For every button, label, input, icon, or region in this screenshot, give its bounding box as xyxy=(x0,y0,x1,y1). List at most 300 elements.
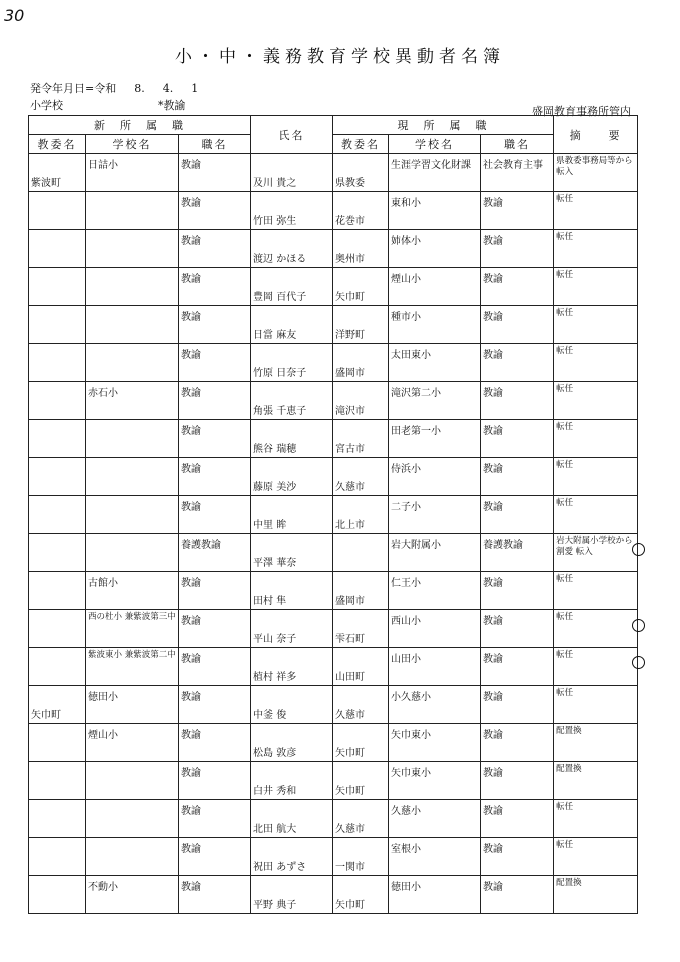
new-school-cell xyxy=(86,800,179,838)
remarks-cell xyxy=(554,648,638,686)
new-school-cell xyxy=(86,838,179,876)
header-new-position: 職名 xyxy=(179,135,251,154)
current-school-cell xyxy=(389,458,481,496)
new-board-cell xyxy=(29,800,86,838)
current-position-cell xyxy=(481,306,554,344)
remarks-cell-text: 転任 xyxy=(556,498,574,508)
new-position-cell xyxy=(179,762,251,800)
table-row xyxy=(29,420,638,458)
current-position-cell-text: 教諭 xyxy=(483,388,504,399)
current-position-cell xyxy=(481,192,554,230)
current-position-cell-text: 教諭 xyxy=(483,692,504,703)
current-school-cell-text: 生涯学習文化財課 xyxy=(391,160,472,171)
current-board-cell-text: 山田町 xyxy=(335,672,366,683)
name-cell-text: 平山 奈子 xyxy=(253,634,297,645)
new-school-cell-text: 西の杜小 兼紫波第三中 xyxy=(88,612,176,622)
remarks-cell-text: 転任 xyxy=(556,270,574,280)
current-school-cell xyxy=(389,724,481,762)
new-school-cell xyxy=(86,382,179,420)
current-school-cell-text: 侍浜小 xyxy=(391,464,422,475)
remarks-cell-text: 転任 xyxy=(556,840,574,850)
name-cell xyxy=(251,838,333,876)
current-position-cell xyxy=(481,762,554,800)
current-school-cell-text: 徳田小 xyxy=(391,882,422,893)
new-position-cell xyxy=(179,876,251,914)
remarks-cell-text: 配置換 xyxy=(556,764,582,774)
name-cell xyxy=(251,192,333,230)
current-position-cell-text: 教諭 xyxy=(483,502,504,513)
current-board-cell-text: 北上市 xyxy=(335,520,366,531)
current-school-cell-text: 二子小 xyxy=(391,502,422,513)
current-board-cell xyxy=(333,306,389,344)
header-new-board: 教委名 xyxy=(29,135,86,154)
current-board-cell-text: 県教委 xyxy=(335,178,366,189)
name-cell xyxy=(251,306,333,344)
region-label: 盛岡教育事務所管内 xyxy=(532,105,631,118)
new-board-cell xyxy=(29,534,86,572)
remarks-cell xyxy=(554,534,638,572)
current-board-cell xyxy=(333,154,389,192)
remarks-cell xyxy=(554,154,638,192)
current-position-cell-text: 教諭 xyxy=(483,350,504,361)
remarks-cell xyxy=(554,382,638,420)
current-position-cell xyxy=(481,838,554,876)
issue-date-year: 8. xyxy=(134,82,145,95)
name-cell-text: 及川 貴之 xyxy=(253,178,297,189)
new-position-cell xyxy=(179,648,251,686)
new-board-cell xyxy=(29,572,86,610)
name-cell xyxy=(251,458,333,496)
new-board-cell xyxy=(29,268,86,306)
new-position-cell-text: 教諭 xyxy=(181,312,201,323)
current-position-cell-text: 教諭 xyxy=(483,616,504,627)
current-position-cell xyxy=(481,724,554,762)
current-school-cell xyxy=(389,306,481,344)
new-school-cell xyxy=(86,686,179,724)
name-cell xyxy=(251,648,333,686)
current-position-cell-text: 教諭 xyxy=(483,768,504,779)
circle-mark xyxy=(632,619,645,632)
new-position-cell-text: 教諭 xyxy=(181,388,201,399)
current-board-cell-text: 盛岡市 xyxy=(335,596,366,607)
new-school-cell xyxy=(86,230,179,268)
name-cell-text: 渡辺 かほる xyxy=(253,254,307,265)
new-position-cell xyxy=(179,686,251,724)
current-school-cell xyxy=(389,534,481,572)
remarks-cell-text: 岩大附属小学校から割愛 転入 xyxy=(556,536,633,557)
new-board-cell-text: 紫波町 xyxy=(31,178,61,189)
new-position-cell-text: 教諭 xyxy=(181,806,201,817)
new-board-cell xyxy=(29,154,86,192)
name-cell-text: 豊岡 百代子 xyxy=(253,292,307,303)
new-position-cell xyxy=(179,534,251,572)
current-position-cell-text: 教諭 xyxy=(483,654,504,665)
remarks-cell xyxy=(554,496,638,534)
new-school-cell xyxy=(86,306,179,344)
current-board-cell xyxy=(333,762,389,800)
page-number: 30 xyxy=(4,6,25,25)
name-cell-text: 中釜 俊 xyxy=(253,710,287,721)
current-position-cell xyxy=(481,572,554,610)
current-board-cell-text: 盛岡市 xyxy=(335,368,366,379)
new-school-cell xyxy=(86,344,179,382)
current-position-cell-text: 教諭 xyxy=(483,426,504,437)
current-board-cell xyxy=(333,610,389,648)
table-row xyxy=(29,344,638,382)
remarks-cell-text: 転任 xyxy=(556,688,574,698)
new-position-cell-text: 教諭 xyxy=(181,616,201,627)
name-cell-text: 日當 麻友 xyxy=(253,330,297,341)
current-position-cell xyxy=(481,420,554,458)
remarks-cell-text: 転任 xyxy=(556,422,574,432)
current-board-cell-text: 矢巾町 xyxy=(335,786,366,797)
remarks-cell-text: 転任 xyxy=(556,384,574,394)
current-school-cell-text: 室根小 xyxy=(391,844,422,855)
current-board-cell xyxy=(333,268,389,306)
current-position-cell xyxy=(481,268,554,306)
new-school-cell xyxy=(86,192,179,230)
name-cell-text: 熊谷 瑞穂 xyxy=(253,444,297,455)
current-board-cell xyxy=(333,686,389,724)
new-board-cell xyxy=(29,648,86,686)
new-school-cell-text xyxy=(86,344,178,346)
remarks-cell-text: 転任 xyxy=(556,346,574,356)
current-school-cell-text: 久慈小 xyxy=(391,806,422,817)
name-cell-text: 平澤 華奈 xyxy=(253,558,297,569)
new-school-cell-text: 古館小 xyxy=(88,578,118,589)
new-position-cell-text: 教諭 xyxy=(181,654,201,665)
header-new-school: 学校名 xyxy=(86,135,179,154)
current-position-cell xyxy=(481,344,554,382)
current-board-cell-text: 花巻市 xyxy=(335,216,366,227)
new-position-cell xyxy=(179,800,251,838)
header-current: 現 所 属 職 xyxy=(333,116,554,135)
name-cell xyxy=(251,230,333,268)
new-school-cell xyxy=(86,154,179,192)
new-board-cell xyxy=(29,344,86,382)
current-board-cell-text: 久慈市 xyxy=(335,482,366,493)
name-cell xyxy=(251,344,333,382)
new-position-cell-text: 教諭 xyxy=(181,578,201,589)
current-position-cell xyxy=(481,686,554,724)
new-board-cell xyxy=(29,838,86,876)
new-board-cell xyxy=(29,230,86,268)
remarks-cell-text: 転任 xyxy=(556,194,574,204)
remarks-cell xyxy=(554,420,638,458)
new-school-cell-text: 煙山小 xyxy=(88,730,118,741)
current-position-cell xyxy=(481,458,554,496)
remarks-cell xyxy=(554,306,638,344)
current-board-cell-text: 雫石町 xyxy=(335,634,366,645)
new-position-cell xyxy=(179,306,251,344)
current-school-cell-text: 田老第一小 xyxy=(391,426,442,437)
table-row xyxy=(29,382,638,420)
table-row xyxy=(29,154,638,192)
new-position-cell-text: 教諭 xyxy=(181,236,201,247)
current-position-cell xyxy=(481,648,554,686)
name-cell xyxy=(251,762,333,800)
name-cell xyxy=(251,382,333,420)
new-board-cell xyxy=(29,610,86,648)
new-school-cell xyxy=(86,876,179,914)
remarks-cell-text: 配置換 xyxy=(556,878,582,888)
new-position-cell xyxy=(179,572,251,610)
new-school-cell-text xyxy=(86,230,178,232)
current-board-cell xyxy=(333,572,389,610)
new-school-cell-text: 赤石小 xyxy=(88,388,118,399)
new-school-cell xyxy=(86,534,179,572)
new-school-cell-text xyxy=(86,192,178,194)
new-board-cell xyxy=(29,686,86,724)
current-school-cell xyxy=(389,496,481,534)
current-school-cell-text: 矢巾東小 xyxy=(391,730,432,741)
new-school-cell-text xyxy=(86,534,178,536)
new-position-cell-text: 教諭 xyxy=(181,844,201,855)
new-position-cell xyxy=(179,268,251,306)
new-position-cell-text: 教諭 xyxy=(181,882,201,893)
new-board-cell xyxy=(29,192,86,230)
current-position-cell-text: 教諭 xyxy=(483,578,504,589)
remarks-cell xyxy=(554,762,638,800)
current-school-cell-text: 矢巾東小 xyxy=(391,768,432,779)
current-position-cell xyxy=(481,876,554,914)
new-school-cell-text: 日詰小 xyxy=(88,160,118,171)
current-school-cell-text: 滝沢第二小 xyxy=(391,388,442,399)
current-board-cell xyxy=(333,800,389,838)
new-position-cell xyxy=(179,230,251,268)
current-school-cell xyxy=(389,648,481,686)
current-position-cell xyxy=(481,496,554,534)
school-type: 小学校 xyxy=(30,99,63,112)
name-cell-text: 竹田 弥生 xyxy=(253,216,297,227)
name-cell-text: 祝田 あずさ xyxy=(253,862,307,873)
current-school-cell xyxy=(389,876,481,914)
name-cell-text: 中里 眸 xyxy=(253,520,287,531)
new-board-cell xyxy=(29,306,86,344)
header-new: 新 所 属 職 xyxy=(29,116,251,135)
name-cell-text: 北田 航大 xyxy=(253,824,297,835)
current-board-cell xyxy=(333,420,389,458)
issue-date-day: 1 xyxy=(191,82,199,95)
current-school-cell-text: 種市小 xyxy=(391,312,422,323)
table-row xyxy=(29,496,638,534)
new-school-cell xyxy=(86,496,179,534)
current-position-cell-text: 社会教育主事 xyxy=(483,160,544,171)
table-row xyxy=(29,192,638,230)
current-board-cell xyxy=(333,496,389,534)
current-board-cell-text: 矢巾町 xyxy=(335,748,366,759)
current-position-cell xyxy=(481,610,554,648)
current-board-cell xyxy=(333,876,389,914)
remarks-cell xyxy=(554,838,638,876)
name-cell-text: 平野 典子 xyxy=(253,900,297,911)
new-school-cell xyxy=(86,648,179,686)
current-position-cell-text: 教諭 xyxy=(483,312,504,323)
current-position-cell-text: 教諭 xyxy=(483,236,504,247)
new-school-cell-text: 紫波東小 兼紫波第二中 xyxy=(88,650,176,660)
current-position-cell-text: 教諭 xyxy=(483,730,504,741)
current-school-cell xyxy=(389,268,481,306)
issue-date-label: 発令年月日=令和 xyxy=(30,82,117,95)
current-school-cell-text: 山田小 xyxy=(391,654,422,665)
name-cell xyxy=(251,154,333,192)
current-position-cell-text: 教諭 xyxy=(483,274,504,285)
current-school-cell xyxy=(389,154,481,192)
table-row xyxy=(29,534,638,572)
remarks-cell xyxy=(554,724,638,762)
new-board-cell xyxy=(29,724,86,762)
table-row xyxy=(29,572,638,610)
new-board-cell xyxy=(29,382,86,420)
new-school-cell-text xyxy=(86,268,178,270)
remarks-cell xyxy=(554,686,638,724)
remarks-cell-text: 県教委事務局等から転入 xyxy=(556,156,633,177)
current-board-cell xyxy=(333,724,389,762)
current-school-cell-text: 東和小 xyxy=(391,198,422,209)
current-board-cell xyxy=(333,344,389,382)
remarks-cell-text: 転任 xyxy=(556,308,574,318)
name-cell-text: 藤原 美沙 xyxy=(253,482,297,493)
current-school-cell-text: 小久慈小 xyxy=(391,692,432,703)
name-cell xyxy=(251,534,333,572)
new-position-cell xyxy=(179,496,251,534)
current-position-cell xyxy=(481,800,554,838)
current-position-cell-text: 教諭 xyxy=(483,882,504,893)
new-school-cell-text xyxy=(86,458,178,460)
current-school-cell xyxy=(389,572,481,610)
remarks-cell xyxy=(554,572,638,610)
current-school-cell-text: 姉体小 xyxy=(391,236,422,247)
name-cell-text: 田村 隼 xyxy=(253,596,287,607)
new-position-cell-text: 教諭 xyxy=(181,350,201,361)
table-row xyxy=(29,268,638,306)
new-position-cell xyxy=(179,420,251,458)
new-position-cell xyxy=(179,382,251,420)
new-school-cell xyxy=(86,458,179,496)
new-position-cell-text: 教諭 xyxy=(181,274,201,285)
current-position-cell xyxy=(481,154,554,192)
new-school-cell xyxy=(86,268,179,306)
table-row xyxy=(29,724,638,762)
new-position-cell xyxy=(179,154,251,192)
new-school-cell-text xyxy=(86,306,178,308)
current-school-cell-text: 太田東小 xyxy=(391,350,432,361)
new-school-cell xyxy=(86,610,179,648)
table-row xyxy=(29,876,638,914)
name-cell-text: 角張 千恵子 xyxy=(253,406,307,417)
new-position-cell-text: 教諭 xyxy=(181,730,201,741)
current-position-cell-text: 教諭 xyxy=(483,806,504,817)
name-cell xyxy=(251,686,333,724)
current-board-cell xyxy=(333,382,389,420)
current-school-cell xyxy=(389,762,481,800)
remarks-cell xyxy=(554,800,638,838)
issue-date xyxy=(30,80,216,96)
new-position-cell-text: 教諭 xyxy=(181,502,201,513)
table-row xyxy=(29,230,638,268)
new-school-cell-text xyxy=(86,496,178,498)
current-board-cell-text: 矢巾町 xyxy=(335,900,366,911)
new-position-cell xyxy=(179,192,251,230)
new-position-cell xyxy=(179,458,251,496)
current-school-cell xyxy=(389,344,481,382)
name-cell xyxy=(251,800,333,838)
table-row xyxy=(29,800,638,838)
new-school-cell-text xyxy=(86,420,178,422)
name-cell xyxy=(251,496,333,534)
new-school-cell xyxy=(86,724,179,762)
name-cell xyxy=(251,724,333,762)
remarks-cell xyxy=(554,268,638,306)
circle-mark xyxy=(632,656,645,669)
new-school-cell-text: 徳田小 xyxy=(88,692,118,703)
current-position-cell xyxy=(481,382,554,420)
new-school-cell-text: 不動小 xyxy=(88,882,118,893)
new-position-cell xyxy=(179,838,251,876)
remarks-cell-text: 転任 xyxy=(556,650,574,660)
current-board-cell xyxy=(333,230,389,268)
table-row xyxy=(29,648,638,686)
new-position-cell-text: 教諭 xyxy=(181,692,201,703)
new-position-cell-text: 教諭 xyxy=(181,768,201,779)
new-position-cell-text: 教諭 xyxy=(181,198,201,209)
current-board-cell-text: 宮古市 xyxy=(335,444,366,455)
current-position-cell xyxy=(481,534,554,572)
table-row xyxy=(29,306,638,344)
new-school-cell-text xyxy=(86,838,178,840)
job-title: *教諭 xyxy=(158,99,186,112)
remarks-cell xyxy=(554,610,638,648)
remarks-cell-text: 転任 xyxy=(556,574,574,584)
current-board-cell-text: 矢巾町 xyxy=(335,292,366,303)
current-school-cell-text: 煙山小 xyxy=(391,274,422,285)
current-school-cell xyxy=(389,686,481,724)
header-name: 氏名 xyxy=(251,116,333,154)
new-position-cell-text: 教諭 xyxy=(181,464,201,475)
new-board-cell-text: 矢巾町 xyxy=(31,710,61,721)
current-position-cell-text: 教諭 xyxy=(483,844,504,855)
current-board-cell-text: 奥州市 xyxy=(335,254,366,265)
current-board-cell-text: 洋野町 xyxy=(335,330,366,341)
new-board-cell xyxy=(29,496,86,534)
name-cell xyxy=(251,876,333,914)
name-cell xyxy=(251,572,333,610)
new-school-cell xyxy=(86,420,179,458)
name-cell-text: 竹原 日奈子 xyxy=(253,368,307,379)
remarks-cell xyxy=(554,230,638,268)
name-cell-text: 植村 祥多 xyxy=(253,672,297,683)
new-school-cell-text xyxy=(86,762,178,764)
document-title: 小・中・義務教育学校異動者名簿 xyxy=(175,47,505,67)
name-cell-text: 白井 秀和 xyxy=(253,786,297,797)
remarks-cell-text: 転任 xyxy=(556,802,574,812)
new-position-cell-text: 教諭 xyxy=(181,426,201,437)
current-school-cell xyxy=(389,420,481,458)
new-school-cell-text xyxy=(86,800,178,802)
current-school-cell xyxy=(389,610,481,648)
table-row xyxy=(29,610,638,648)
current-school-cell-text: 西山小 xyxy=(391,616,422,627)
table-row xyxy=(29,838,638,876)
issue-date-month: 4. xyxy=(162,82,174,95)
remarks-cell-text: 転任 xyxy=(556,232,574,242)
name-cell xyxy=(251,420,333,458)
new-board-cell xyxy=(29,458,86,496)
transfer-table xyxy=(28,115,638,914)
current-board-cell-text: 久慈市 xyxy=(335,710,366,721)
new-position-cell xyxy=(179,344,251,382)
table-row xyxy=(29,762,638,800)
